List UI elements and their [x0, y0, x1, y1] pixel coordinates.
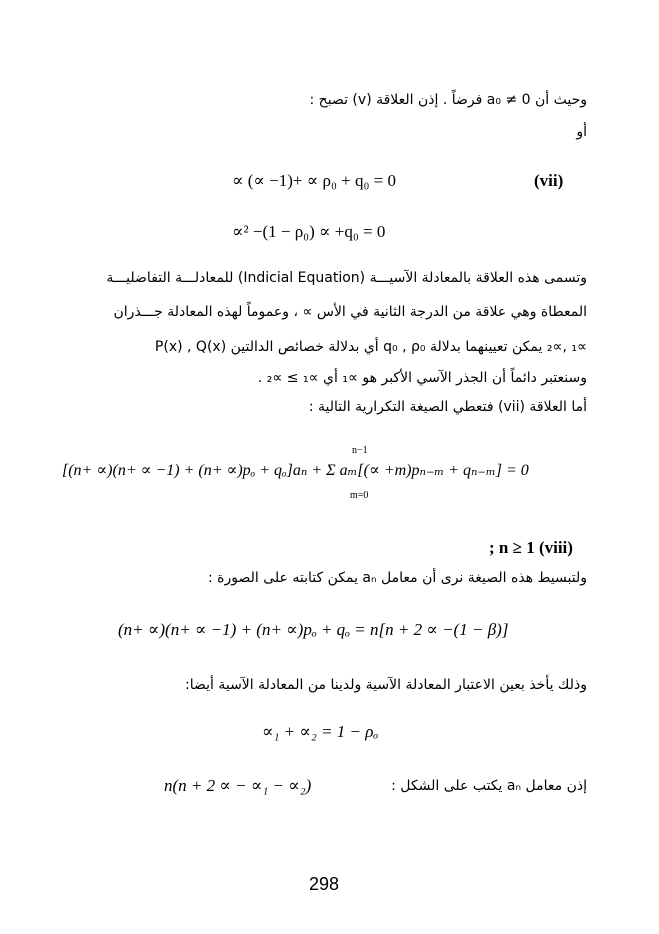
or-word: أو [576, 124, 587, 140]
equation-vii-b: ∝² −(1 − ρ₀) ∝ +q₀ = 0 [232, 222, 386, 241]
paragraph-line-7: وذلك يأخذ بعين الاعتبار المعادلة الآسية ولدينا من المعادلة الآسية أيضا: [184, 677, 587, 693]
equation-tag-viii: ; n ≥ 1 (viii) [489, 538, 573, 557]
equation-viii: [(n+ ∝)(n+ ∝ −1) + (n+ ∝)pₒ + qₒ]aₙ + Σ aₘ[(∝ +m)pₙ₋ₘ + qₙ₋ₘ] = 0 [62, 462, 529, 479]
sum-upper-limit: n−1 [352, 445, 368, 456]
paragraph-line-1: وتسمى هذه العلاقة بالمعادلة الآسيـــة (Indicial Equation) للمعادلـــة التفاضليـــة [106, 270, 587, 286]
intro-line: وحيث أن a₀ ≠ 0 فرضاً . إذن العلاقة (v) تصبح : [309, 92, 587, 108]
coefficient-expression: n(n + 2 ∝ − ∝₁ − ∝₂) [164, 776, 312, 795]
page-number: 298 [309, 874, 340, 894]
paragraph-line-2: المعطاة وهي علاقة من الدرجة الثانية في الأس ∝ ، وعموماً لهذه المعادلة جـــذران [113, 304, 587, 320]
paragraph-line-3: ∝₁ ,∝₂ يمكن تعيينهما بدلالة q₀ , ρ₀ أي بدلالة خصائص الدالتين P(x) , Q(x) [154, 339, 587, 355]
sum-lower-limit: m=0 [350, 490, 369, 501]
paragraph-line-4: وسنعتبر دائماً أن الجذر الآسي الأكبر هو ∝₁ أي ∝₁ ≥ ∝₂ . [257, 370, 587, 386]
simplified-equation: (n+ ∝)(n+ ∝ −1) + (n+ ∝)pₒ + qₒ = n[n + 2 ∝ −(1 − β)] [118, 620, 509, 639]
paragraph-line-5: أما العلاقة (vii) فتعطي الصيغة التكرارية التالية : [308, 399, 587, 415]
paragraph-line-6: ولتبسيط هذه الصيغة نرى أن معامل aₙ يمكن كتابته على الصورة : [208, 570, 587, 586]
equation-tag-vii: (vii) [534, 171, 564, 190]
equation-vii-a: ∝ (∝ −1)+ ∝ ρ₀ + q₀ = 0 [232, 171, 397, 190]
paragraph-line-8: إذن معامل aₙ يكتب على الشكل : [391, 778, 587, 794]
roots-sum-equation: ∝₁ + ∝₂ = 1 − ρₒ [262, 722, 379, 741]
